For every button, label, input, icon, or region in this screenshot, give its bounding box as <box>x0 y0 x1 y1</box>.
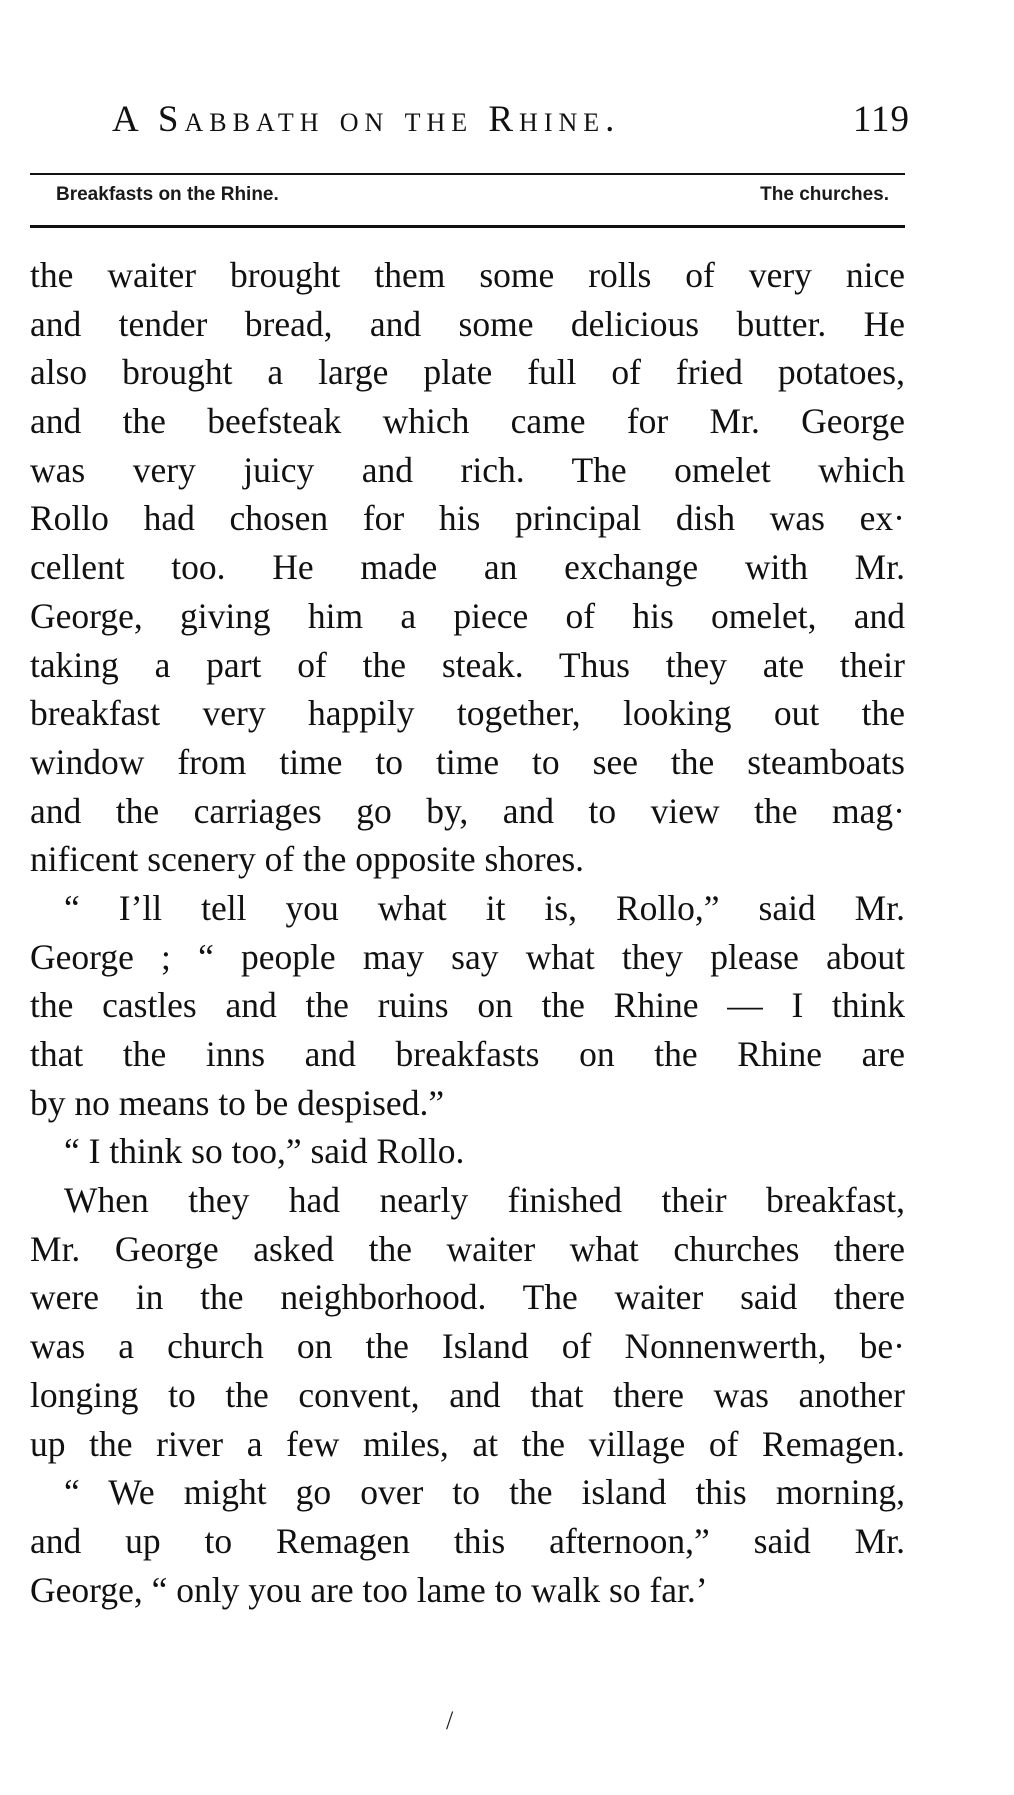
text-line: “ We might go over to the island this morning, <box>64 1472 905 1513</box>
text-line: the waiter brought them some rolls of very nice <box>30 255 905 295</box>
text-line: and tender bread, and some delicious butter. He <box>30 303 905 344</box>
stray-mark: / <box>446 1706 454 1735</box>
page-number: 119 <box>852 99 910 140</box>
text-line: the castles and the ruins on the Rhine — I think <box>30 985 905 1026</box>
text-line: Rollo had chosen for his principal dish was ex· <box>30 498 905 539</box>
text-line: longing to the convent, and that there was another <box>30 1374 905 1415</box>
subhead-left: Breakfasts on the Rhine. <box>56 184 279 205</box>
subhead-right: The churches. <box>760 184 889 205</box>
text-line: window from time to time to see the steamboats <box>30 741 905 782</box>
text-line: up the river a few miles, at the village of Remagen. <box>30 1423 905 1464</box>
text-line: Mr. George asked the waiter what churches there <box>30 1228 905 1269</box>
text-line: that the inns and breakfasts on the Rhine are <box>30 1034 905 1074</box>
running-header <box>112 98 910 150</box>
header-rule-bottom <box>30 225 905 228</box>
text-line: When they had nearly finished their breakfast, <box>64 1180 905 1221</box>
text-line: George, giving him a piece of his omelet, and <box>30 595 905 636</box>
text-line: and up to Remagen this afternoon,” said Mr. <box>30 1520 905 1561</box>
text-line: and the carriages go by, and to view the mag· <box>30 790 905 831</box>
text-line: “ I think so too,” said Rollo. <box>64 1131 465 1172</box>
text-line: “ I’ll tell you what it is, Rollo,” said Mr. <box>64 887 905 928</box>
text-line: cellent too. He made an exchange with Mr. <box>30 547 905 588</box>
text-line: taking a part of the steak. Thus they ate their <box>30 644 905 685</box>
text-line: nificent scenery of the opposite shores. <box>30 839 585 880</box>
text-line: also brought a large plate full of fried potatoes, <box>30 352 905 393</box>
header-rule-top <box>30 173 905 175</box>
text-line: George, “ only you are too lame to walk so far.’ <box>30 1569 708 1610</box>
text-line: and the beefsteak which came for Mr. George <box>30 401 905 442</box>
text-line: was a church on the Island of Nonnenwerth, be· <box>30 1326 905 1367</box>
body-text <box>30 251 905 1614</box>
running-title: A Sabbath on the Rhine. <box>112 99 621 140</box>
text-line: was very juicy and rich. The omelet which <box>30 449 905 490</box>
text-line: George ; “ people may say what they please about <box>30 936 905 977</box>
text-line: were in the neighborhood. The waiter said there <box>30 1277 905 1318</box>
text-line: breakfast very happily together, looking out the <box>30 693 905 734</box>
text-line: by no means to be despised.” <box>30 1082 445 1123</box>
